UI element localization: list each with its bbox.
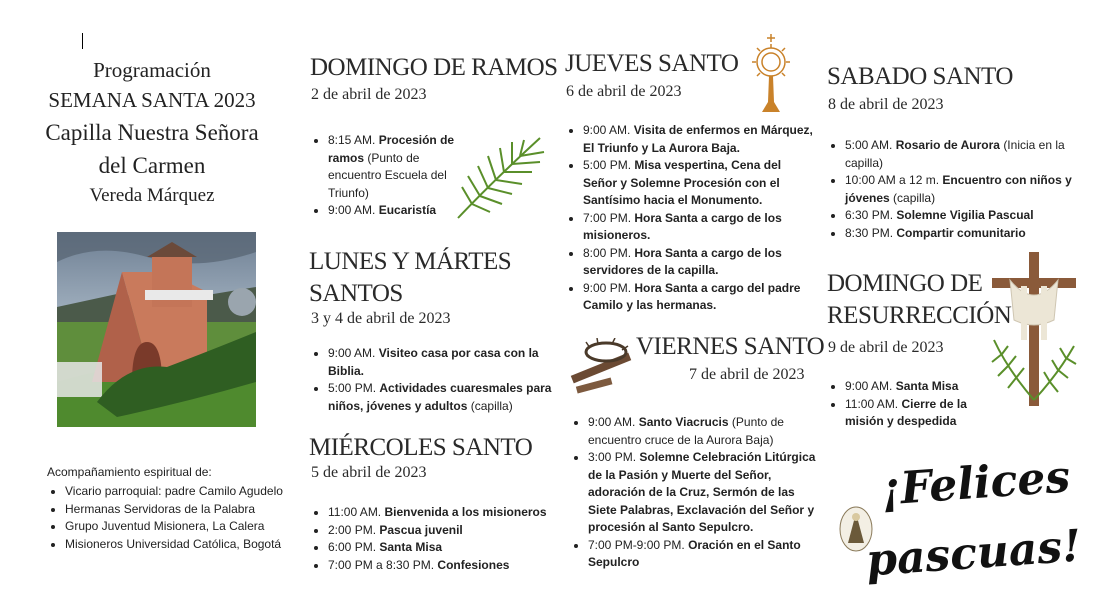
section-heading: SABADO SANTO	[827, 63, 1013, 90]
list-item: • 9:00 AM. Visiteo casa por casa con la Biblia.	[328, 345, 553, 380]
list-item: • 7:00 PM. Hora Santa a cargo de los misioneros.	[583, 210, 818, 245]
list-item: • 5:00 AM. Rosario de Aurora (Inicia en la capilla)	[845, 137, 1080, 172]
monstrance-icon	[750, 32, 792, 116]
list-item: • Hermanas Servidoras de la Palabra	[65, 501, 290, 519]
closing-line: ¡Felices	[879, 451, 1072, 516]
section-heading: DOMINGO DE	[827, 270, 983, 297]
section-date: 2 de abril de 2023	[311, 86, 427, 103]
list-item: • Vicario parroquial: padre Camilo Agudelo	[65, 483, 290, 501]
section-date: 6 de abril de 2023	[566, 83, 682, 100]
intro-title-line: Programación	[93, 58, 211, 82]
section-heading: MIÉRCOLES SANTO	[309, 434, 533, 461]
list-item: • Grupo Juventud Misionera, La Calera	[65, 518, 290, 536]
section-heading: DOMINGO DE RAMOS	[310, 54, 558, 81]
section-date: 8 de abril de 2023	[828, 96, 944, 113]
section-date: 7 de abril de 2023	[689, 366, 805, 383]
event-list	[827, 137, 1080, 242]
crown-of-thorns-icon	[568, 338, 634, 398]
intro-title-line: Capilla Nuestra Señora	[45, 120, 259, 145]
section-heading: JUEVES SANTO	[565, 50, 739, 77]
list-item: • 5:00 PM. Misa vespertina, Cena del Señor y Solemne Procesión con el Santísimo hacia el Monumento.	[583, 157, 818, 210]
accompaniment-list	[47, 483, 290, 553]
list-item: • 9:00 AM. Visita de enfermos en Márquez, El Triunfo y La Aurora Baja.	[583, 122, 818, 157]
section-date: 5 de abril de 2023	[311, 464, 427, 481]
event-list	[827, 378, 990, 431]
accompaniment-title: Acompañamiento espiritual de:	[47, 465, 212, 479]
list-item: • 9:00 PM. Hora Santa a cargo del padre Camilo y las hermanas.	[583, 280, 818, 315]
list-item: • 6:00 PM. Santa Misa	[328, 539, 553, 557]
palm-branch-icon	[452, 132, 548, 222]
list-item: • 9:00 AM. Santa Misa	[845, 378, 990, 396]
section-heading: LUNES Y MÁRTES	[309, 248, 512, 275]
list-item: • 11:00 AM. Cierre de la misión y despedida	[845, 396, 990, 431]
list-item: • 10:00 AM a 12 m. Encuentro con niños y jóvenes (capilla)	[845, 172, 1080, 207]
section-date: 3 y 4 de abril de 2023	[311, 310, 451, 327]
list-item: • 7:00 PM-9:00 PM. Oración en el Santo Sepulcro	[588, 537, 820, 572]
list-item: • 6:30 PM. Solemne Vigilia Pascual	[845, 207, 1080, 225]
list-item: • 5:00 PM. Actividades cuaresmales para niños, jóvenes y adultos (capilla)	[328, 380, 553, 415]
list-item: • 8:30 PM. Compartir comunitario	[845, 225, 1080, 243]
list-item: • 9:00 AM. Eucaristía	[328, 202, 458, 220]
text-cursor	[82, 33, 83, 49]
list-item: • 2:00 PM. Pascua juvenil	[328, 522, 553, 540]
intro-title	[40, 56, 264, 210]
event-list	[565, 122, 818, 315]
intro-title-line: del Carmen	[98, 153, 206, 178]
section-date: 9 de abril de 2023	[828, 339, 944, 356]
event-list	[570, 414, 820, 572]
section-heading: SANTOS	[309, 280, 403, 307]
event-list	[310, 132, 458, 220]
list-item: • 7:00 PM a 8:30 PM. Confesiones	[328, 557, 553, 575]
list-item: • 8:15 AM. Procesión de ramos (Punto de encuentro Escuela del Triunfo)	[328, 132, 458, 202]
list-item: • Misioneros Universidad Católica, Bogotá	[65, 536, 290, 554]
list-item: • 8:00 PM. Hora Santa a cargo de los servidores de la capilla.	[583, 245, 818, 280]
list-item: • 9:00 AM. Santo Viacrucis (Punto de encuentro cruce de la Aurora Baja)	[588, 414, 820, 449]
list-item: • 3:00 PM. Solemne Celebración Litúrgica de la Pasión y Muerte del Señor, adoración de la Cruz, Sermón de las Siete Palabras, Exclavación del Señor y procesión al Santo Sepulcro.	[588, 449, 820, 537]
church-photo	[57, 232, 256, 427]
cross-with-shroud-icon	[988, 250, 1080, 410]
closing-line: pascuas!	[864, 520, 1083, 587]
intro-title-line: Vereda Márquez	[89, 185, 215, 206]
section-heading: RESURRECCIÓN	[827, 302, 1012, 329]
section-heading: VIERNES SANTO	[636, 333, 825, 360]
list-item: • 11:00 AM. Bienvenida a los misioneros	[328, 504, 553, 522]
event-list	[310, 345, 553, 415]
intro-title-line: SEMANA SANTA 2023	[48, 88, 256, 112]
event-list	[310, 504, 553, 574]
